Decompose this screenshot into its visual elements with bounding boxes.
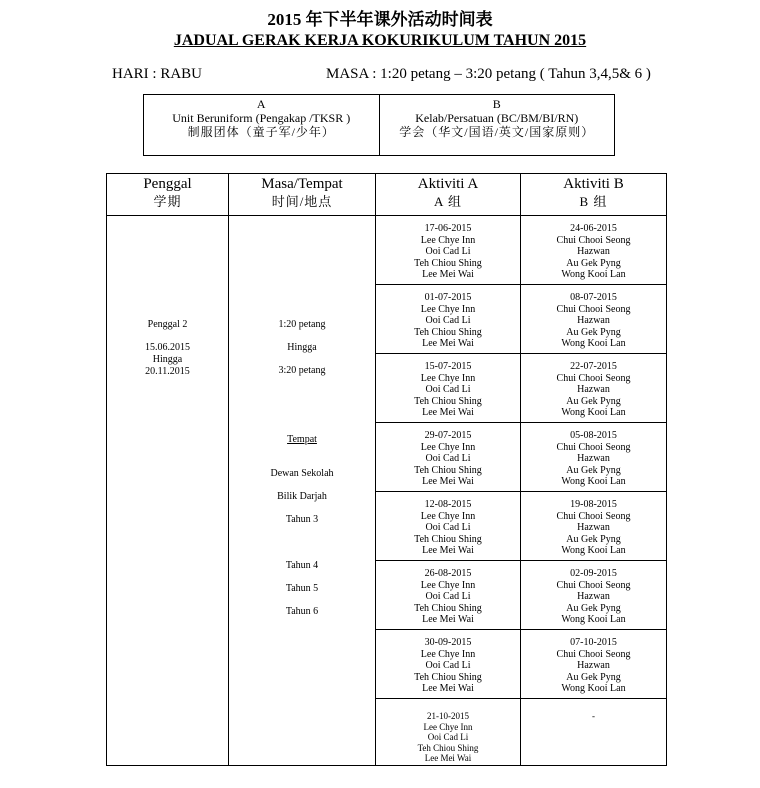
header-aktiviti-b-chinese: B 组 bbox=[579, 194, 608, 209]
teacher-name: Lee Mei Wai bbox=[424, 753, 472, 763]
teacher-name: Chui Chooi Seong bbox=[556, 510, 631, 522]
group-a-malay: Unit Beruniform (Pengakap /TKSR ) bbox=[172, 111, 351, 125]
header-penggal-malay: Penggal bbox=[143, 176, 192, 192]
day-label: HARI : RABU bbox=[112, 66, 203, 82]
penggal-start-date: 15.06.2015 bbox=[145, 342, 190, 353]
teacher-name: Lee Chye Inn bbox=[420, 648, 476, 660]
aktiviti-b-entry bbox=[521, 630, 667, 699]
teacher-name: Au Gek Pyng bbox=[566, 257, 621, 269]
teacher-name: Teh Chiou Shing bbox=[414, 464, 482, 476]
aktiviti-b-entry bbox=[521, 354, 667, 423]
teacher-name: Chui Chooi Seong bbox=[556, 441, 631, 453]
teacher-name: Lee Chye Inn bbox=[420, 510, 476, 522]
activity-date: 21-10-2015 bbox=[427, 711, 469, 721]
teacher-name: Wong Kooi Lan bbox=[561, 683, 626, 694]
penggal-cell bbox=[107, 216, 229, 766]
teacher-name: Au Gek Pyng bbox=[566, 533, 621, 545]
group-legend-box bbox=[143, 94, 615, 156]
teacher-name: Lee Mei Wai bbox=[422, 269, 474, 280]
activity-date: 24-06-2015 bbox=[570, 223, 617, 234]
penggal-name: Penggal 2 bbox=[147, 319, 188, 330]
place-tahun-5: Tahun 5 bbox=[285, 583, 319, 594]
teacher-name: Lee Mei Wai bbox=[422, 545, 474, 556]
header-penggal bbox=[107, 174, 229, 216]
teacher-name: Lee Chye Inn bbox=[423, 721, 473, 732]
teacher-name: Teh Chiou Shing bbox=[417, 742, 479, 753]
place-tahun-4: Tahun 4 bbox=[285, 560, 319, 571]
teacher-name: Au Gek Pyng bbox=[566, 326, 621, 338]
activity-date: - bbox=[592, 711, 595, 721]
activity-date: 22-07-2015 bbox=[570, 361, 617, 372]
teacher-name: Ooi Cad Li bbox=[425, 315, 471, 326]
teacher-name: Lee Mei Wai bbox=[422, 476, 474, 487]
activity-date: 05-08-2015 bbox=[570, 430, 617, 441]
time-start: 1:20 petang bbox=[278, 319, 326, 330]
activity-date: 19-08-2015 bbox=[570, 499, 617, 510]
activity-date: 01-07-2015 bbox=[424, 292, 472, 303]
header-aktiviti-b-malay: Aktiviti B bbox=[563, 176, 624, 192]
teacher-name: Wong Kooi Lan bbox=[561, 545, 626, 556]
teacher-name: Hazwan bbox=[577, 384, 610, 395]
teacher-name: Lee Chye Inn bbox=[420, 234, 476, 246]
group-b-malay: Kelab/Persatuan (BC/BM/BI/RN) bbox=[415, 111, 579, 125]
teacher-name: Ooi Cad Li bbox=[425, 591, 471, 602]
teacher-name: Ooi Cad Li bbox=[425, 453, 471, 464]
teacher-name: Lee Chye Inn bbox=[420, 579, 476, 591]
teacher-name: Lee Mei Wai bbox=[422, 614, 474, 625]
header-penggal-chinese: 学期 bbox=[153, 194, 182, 209]
table-row bbox=[107, 216, 667, 285]
teacher-name: Lee Chye Inn bbox=[420, 441, 476, 453]
teacher-name: Au Gek Pyng bbox=[566, 602, 621, 614]
header-aktiviti-a-chinese: A 组 bbox=[434, 194, 462, 209]
teacher-name: Lee Chye Inn bbox=[420, 303, 476, 315]
header-masa-malay: Masa/Tempat bbox=[261, 176, 343, 192]
teacher-name: Ooi Cad Li bbox=[425, 522, 471, 533]
teacher-name: Wong Kooi Lan bbox=[561, 338, 626, 349]
header-aktiviti-b bbox=[521, 174, 667, 216]
teacher-name: Chui Chooi Seong bbox=[556, 372, 631, 384]
aktiviti-b-entry bbox=[521, 699, 667, 766]
activity-date: 29-07-2015 bbox=[424, 430, 472, 441]
aktiviti-b-entry bbox=[521, 561, 667, 630]
group-b-letter: B bbox=[492, 97, 501, 111]
aktiviti-a-entry bbox=[376, 630, 521, 699]
aktiviti-a-entry bbox=[376, 423, 521, 492]
header-masa-chinese: 时间/地点 bbox=[271, 194, 333, 209]
group-b-legend bbox=[379, 95, 615, 155]
place-tahun-3: Tahun 3 bbox=[285, 514, 319, 525]
aktiviti-b-entry bbox=[521, 423, 667, 492]
teacher-name: Chui Chooi Seong bbox=[556, 648, 631, 660]
group-b-chinese: 学会（华文/国语/英文/国家原则） bbox=[399, 125, 595, 139]
group-a-letter: A bbox=[256, 97, 266, 111]
place-tahun-6: Tahun 6 bbox=[285, 606, 319, 617]
aktiviti-a-entry bbox=[376, 285, 521, 354]
place-bilik-darjah: Bilik Darjah bbox=[277, 491, 327, 502]
teacher-name: Ooi Cad Li bbox=[425, 660, 471, 671]
teacher-name: Lee Mei Wai bbox=[422, 338, 474, 349]
penggal-end-date: 20.11.2015 bbox=[145, 366, 190, 377]
table-header-row bbox=[107, 174, 667, 216]
teacher-name: Wong Kooi Lan bbox=[561, 407, 626, 418]
activity-date: 17-06-2015 bbox=[424, 223, 472, 234]
teacher-name: Hazwan bbox=[577, 315, 610, 326]
teacher-name: Lee Mei Wai bbox=[422, 683, 474, 694]
chinese-title: 2015 年下半年课外活动时间表 bbox=[267, 10, 493, 29]
time-to: Hingga bbox=[287, 342, 317, 353]
teacher-name: Wong Kooi Lan bbox=[561, 476, 626, 487]
header-masa-tempat bbox=[229, 174, 376, 216]
teacher-name: Chui Chooi Seong bbox=[556, 579, 631, 591]
teacher-name: Lee Chye Inn bbox=[420, 372, 476, 384]
aktiviti-a-entry bbox=[376, 699, 521, 766]
teacher-name: Hazwan bbox=[577, 522, 610, 533]
aktiviti-b-entry bbox=[521, 492, 667, 561]
header-aktiviti-a-malay: Aktiviti A bbox=[417, 176, 479, 192]
teacher-name: Hazwan bbox=[577, 591, 610, 602]
teacher-name: Ooi Cad Li bbox=[427, 732, 469, 742]
teacher-name: Hazwan bbox=[577, 246, 610, 257]
teacher-name: Au Gek Pyng bbox=[566, 464, 621, 476]
teacher-name: Hazwan bbox=[577, 453, 610, 464]
teacher-name: Lee Mei Wai bbox=[422, 407, 474, 418]
teacher-name: Ooi Cad Li bbox=[425, 384, 471, 395]
aktiviti-b-entry bbox=[521, 216, 667, 285]
activity-date: 30-09-2015 bbox=[424, 637, 472, 648]
penggal-to: Hingga bbox=[152, 354, 183, 365]
malay-title: JADUAL GERAK KERJA KOKURIKULUM TAHUN 2015 bbox=[173, 32, 587, 49]
activity-date: 08-07-2015 bbox=[570, 292, 617, 303]
aktiviti-b-entry bbox=[521, 285, 667, 354]
activity-date: 12-08-2015 bbox=[424, 499, 472, 510]
teacher-name: Au Gek Pyng bbox=[566, 395, 621, 407]
tempat-label: Tempat bbox=[287, 434, 317, 445]
aktiviti-a-entry bbox=[376, 354, 521, 423]
group-a-chinese: 制服团体（童子军/少年） bbox=[187, 125, 335, 139]
activity-date: 15-07-2015 bbox=[424, 361, 472, 372]
teacher-name: Teh Chiou Shing bbox=[414, 671, 482, 683]
header-aktiviti-a bbox=[376, 174, 521, 216]
schedule-table bbox=[106, 173, 667, 766]
teacher-name: Teh Chiou Shing bbox=[414, 395, 482, 407]
teacher-name: Wong Kooi Lan bbox=[561, 269, 626, 280]
aktiviti-a-entry bbox=[376, 561, 521, 630]
teacher-name: Chui Chooi Seong bbox=[556, 234, 631, 246]
place-dewan-sekolah: Dewan Sekolah bbox=[270, 468, 334, 479]
masa-tempat-cell bbox=[229, 216, 376, 766]
teacher-name: Teh Chiou Shing bbox=[414, 257, 482, 269]
teacher-name: Wong Kooi Lan bbox=[561, 614, 626, 625]
aktiviti-a-entry bbox=[376, 216, 521, 285]
activity-date: 02-09-2015 bbox=[570, 568, 617, 579]
teacher-name: Chui Chooi Seong bbox=[556, 303, 631, 315]
teacher-name: Au Gek Pyng bbox=[566, 671, 621, 683]
teacher-name: Teh Chiou Shing bbox=[414, 533, 482, 545]
teacher-name: Teh Chiou Shing bbox=[414, 326, 482, 338]
activity-date: 07-10-2015 bbox=[570, 637, 617, 648]
teacher-name: Teh Chiou Shing bbox=[414, 602, 482, 614]
aktiviti-a-entry bbox=[376, 492, 521, 561]
teacher-name: Hazwan bbox=[577, 660, 610, 671]
teacher-name: Ooi Cad Li bbox=[425, 246, 471, 257]
time-label: MASA : 1:20 petang – 3:20 petang ( Tahun 3,4,5& 6 ) bbox=[326, 66, 651, 82]
group-a-legend bbox=[144, 95, 379, 155]
time-end: 3:20 petang bbox=[278, 365, 326, 376]
activity-date: 26-08-2015 bbox=[424, 568, 472, 579]
